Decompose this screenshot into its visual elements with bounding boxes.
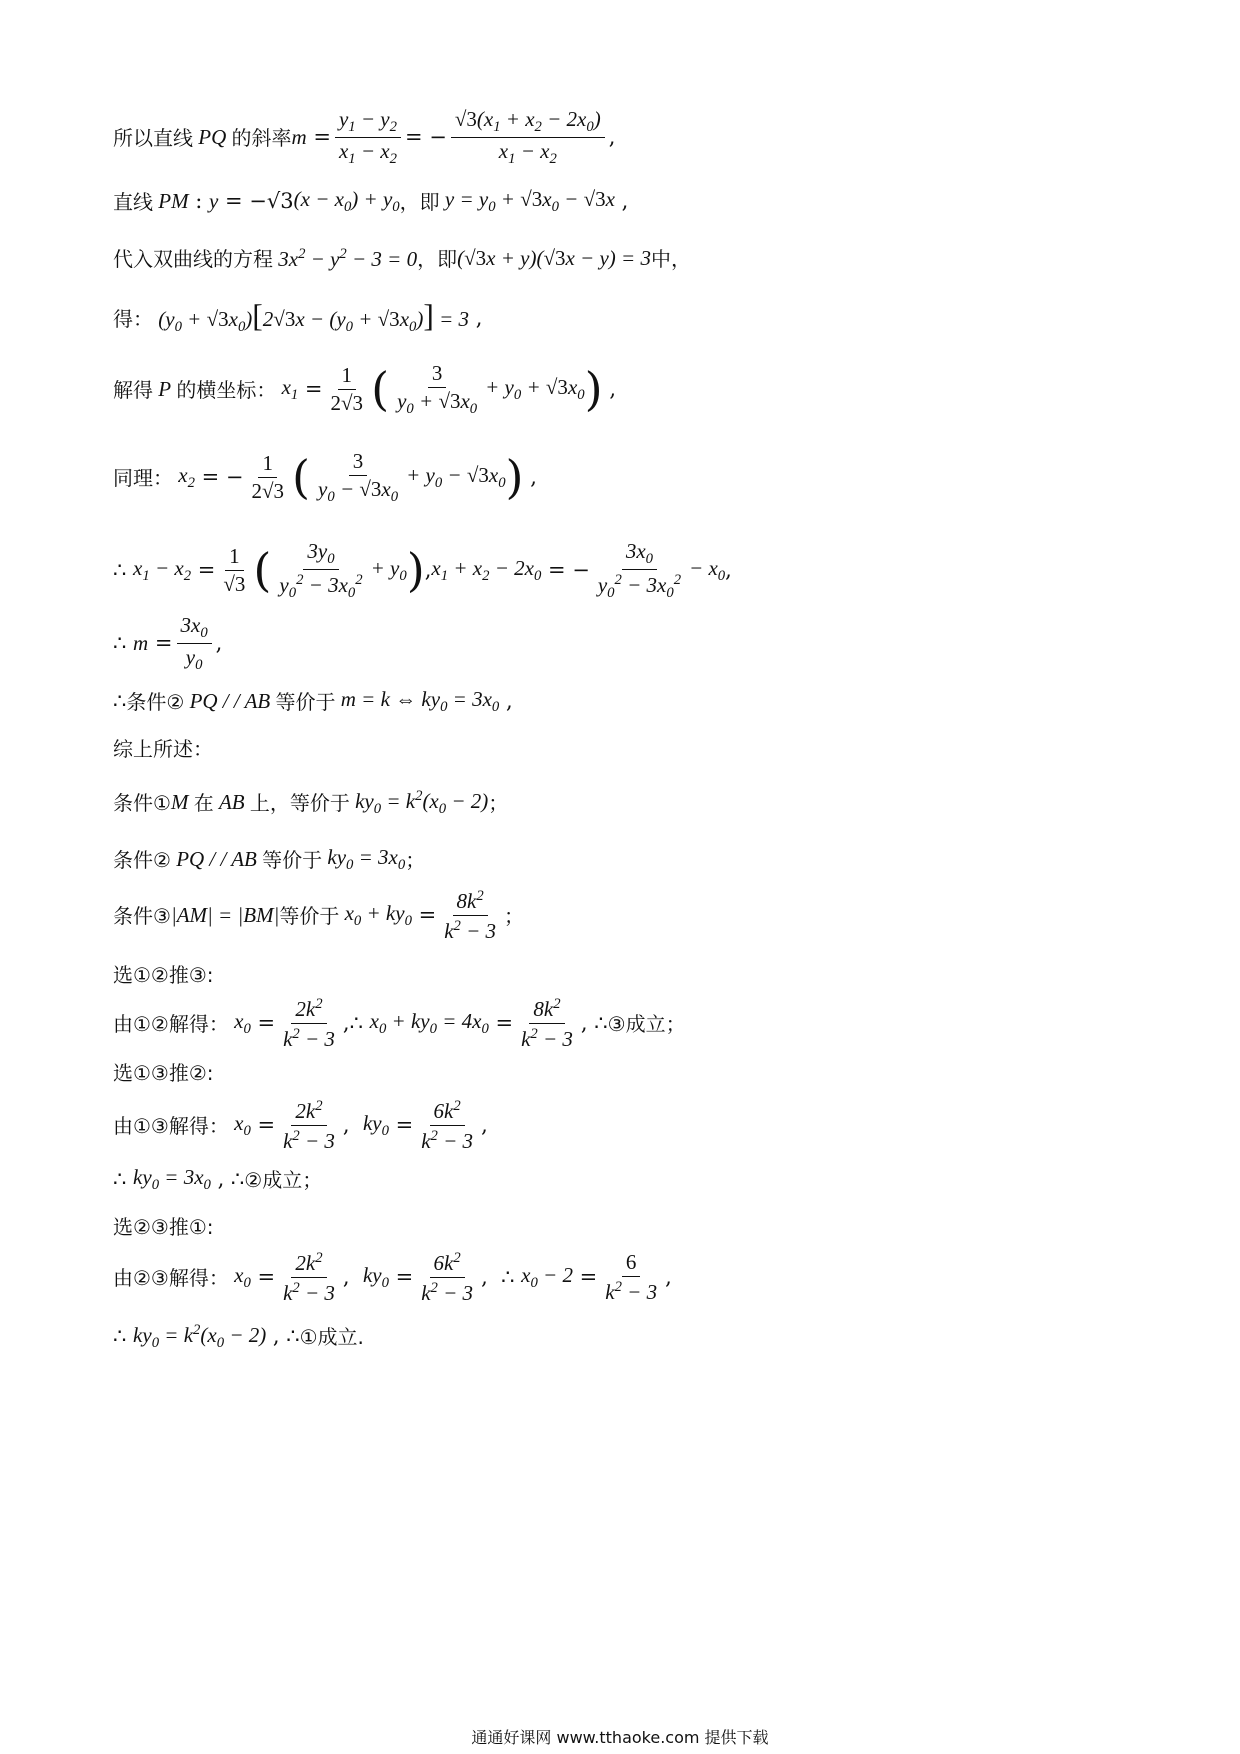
line-pm-equation: 直线 PM : y = − √3 $(x - x_0) + y_0$ ，即 $y = y_0 + √3x_0 - √3x$ ,: [113, 187, 629, 216]
line-summary: 综上所述：: [113, 737, 213, 761]
line-condition3: 条件③ |AM| = |BM| 等价于 $x_0 + ky_0$ = $\frac{8k^2}{k^2 - 3}$ ；: [113, 888, 525, 944]
line-get: 得： $(y_0 + √3x_0)[2√3x - (y_0 + √3x_0)] = 3$ ,: [113, 298, 483, 336]
line-slope-pq: 所以直线 PQ 的斜率 m = $\frac{y_1 - y_2}{x_1 - x_2}$ = − $\frac{√3(x_1 + x_2 - 2x_0)}{x_1 - x_2}$ ,: [113, 107, 616, 168]
line-conclude-2: ∴ $ky_0 = 3x_0$ , ∴ ②成立；: [113, 1165, 323, 1194]
line-x1-minus-x2: ∴ $x_1 - x_2$ = $\frac{1}{√3}$ ( $\frac{3y_0}{y_0^2 - 3x_0^2}$ + $y_0$ ) , $x_1 + x_2 - 2x_0$ = − $\frac{3x_0}{y_0^2 - 3x_0^2}$ − $x_0$ ,: [113, 539, 732, 602]
line-solve-23: 由②③解得： $x_0$ = $\frac{2k^2}{k^2 - 3}$ , $ky_0$ = $\frac{6k^2}{k^2 - 3}$ , ∴ $x_0 - 2$ = $\frac{6}{k^2 - 3}$ ,: [113, 1250, 672, 1306]
line-condition2-equiv: ∴ 条件② PQ / / AB 等价于 m = k ⇔ $ky_0 = 3x_0$ ,: [113, 687, 513, 716]
line-solve-12: 由①②解得： $x_0$ = $\frac{2k^2}{k^2 - 3}$ ,∴ $x_0 + ky_0 = 4x_0$ = $\frac{8k^2}{k^2 - 3}$ , ∴ ③成立；: [113, 996, 686, 1052]
line-choose-12: 选①②推③:: [113, 963, 214, 987]
page-footer-source: 通通好课网 www.tthaoke.com 提供下载: [471, 1728, 769, 1747]
line-x2: 同理： $x_2$ = − $\frac{1}{2√3}$ ( $\frac{3}{y_0 - √3x_0}$ + $y_0 - √3x_0$ ) ,: [113, 449, 537, 506]
line-solve-13: 由①③解得： $x_0$ = $\frac{2k^2}{k^2 - 3}$ , $ky_0$ = $\frac{6k^2}{k^2 - 3}$ ,: [113, 1098, 488, 1154]
line-choose-23: 选②③推①:: [113, 1215, 214, 1239]
line-m-value: ∴ m = $\frac{3x_0}{y_0}$ ,: [113, 613, 223, 674]
line-substitute: 代入双曲线的方程 $3x^2 - y^2 - 3 = 0$ ，即 (√3x + y)(√3x − y) = 3 中，: [113, 246, 691, 271]
line-condition2: 条件② PQ / / AB 等价于 $ky_0 = 3x_0$ ；: [113, 845, 426, 874]
line-conclude-1: ∴ $ky_0 = k^2(x_0 - 2)$ , ∴ ①成立.: [113, 1322, 364, 1352]
line-x1: 解得 P 的横坐标： $x_1$ = $\frac{1}{2√3}$ ( $\frac{3}{y_0 + √3x_0}$ + $y_0 + √3x_0$ ) ,: [113, 361, 616, 418]
line-choose-13: 选①③推②:: [113, 1061, 214, 1085]
line-condition1: 条件① M 在 AB 上，等价于 $ky_0 = k^2(x_0 - 2)$ ；: [113, 788, 509, 818]
